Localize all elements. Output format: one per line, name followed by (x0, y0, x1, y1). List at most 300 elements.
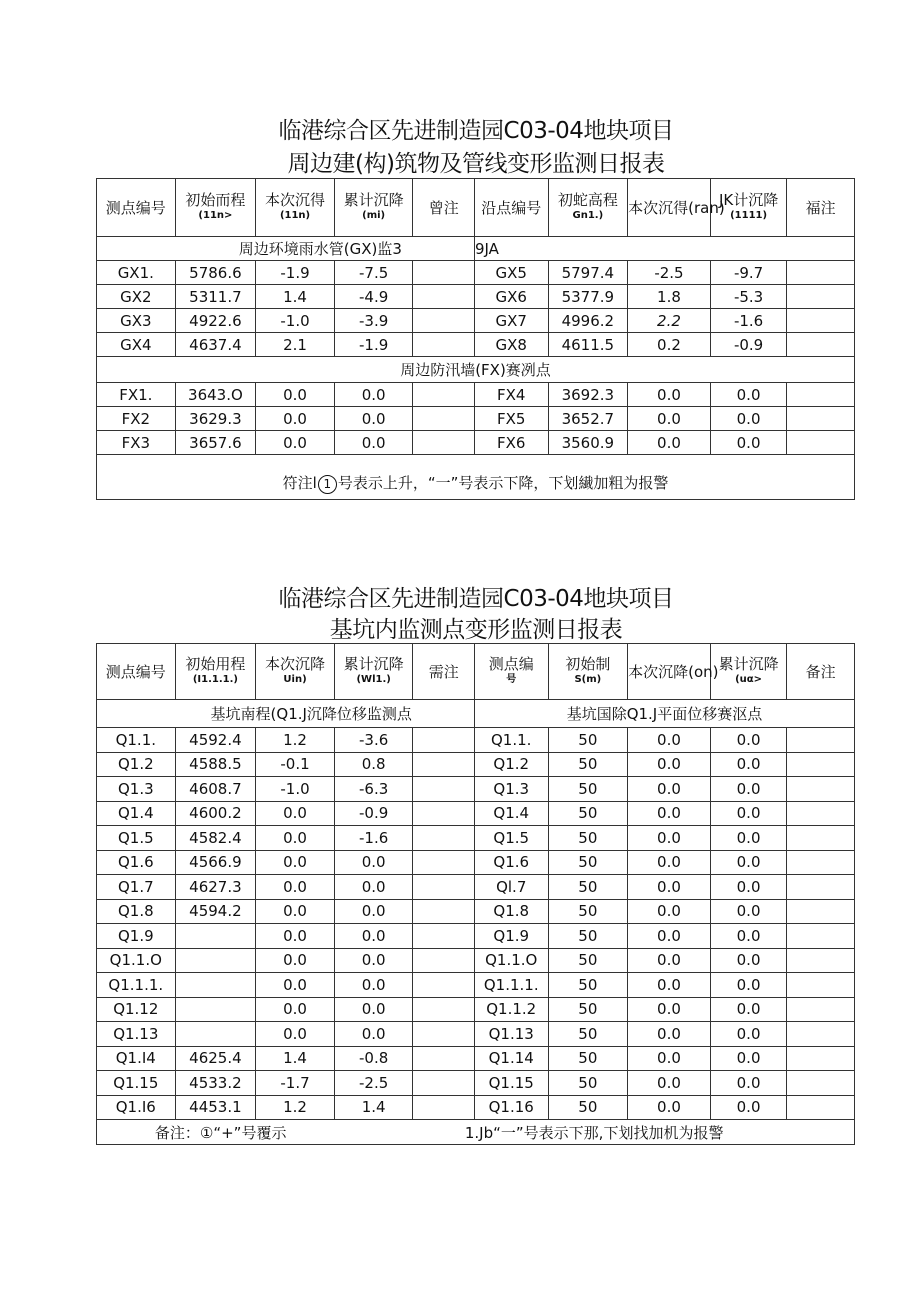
table-cell: 0.0 (710, 777, 787, 802)
column-header (474, 179, 548, 237)
table-cell (787, 777, 855, 802)
table-cell: 0.0 (334, 924, 413, 949)
table-row (97, 973, 855, 998)
table-cell (413, 728, 474, 753)
table-cell: 1.8 (628, 285, 711, 309)
column-header (787, 644, 855, 700)
column-header-label: 累计沉降 (718, 654, 779, 673)
table-cell: 0.0 (256, 850, 335, 875)
table-cell: -1.9 (334, 333, 413, 357)
table-row (97, 1022, 855, 1047)
table-cell: 0.0 (256, 801, 335, 826)
table-cell: -0.9 (334, 801, 413, 826)
table-cell (413, 285, 474, 309)
table-cell (787, 924, 855, 949)
table-cell: 5311.7 (175, 285, 256, 309)
table-row (97, 1071, 855, 1096)
column-header (628, 644, 719, 700)
table-cell: 0.0 (628, 777, 711, 802)
table-cell: 4566.9 (175, 850, 256, 875)
table-cell: 50 (548, 850, 628, 875)
table-cell: 0.0 (334, 899, 413, 924)
column-header-label: JK计沉降 (718, 190, 779, 209)
table-cell: 0.0 (256, 899, 335, 924)
table-cell: 0.0 (334, 948, 413, 973)
column-header-unit: Uin) (283, 673, 307, 685)
table-cell: FX6 (474, 431, 548, 455)
table-cell: Q1.5 (97, 826, 176, 851)
table-cell: 0.0 (256, 826, 335, 851)
table-cell: Q1.I4 (97, 1046, 176, 1071)
table-cell (413, 1022, 474, 1047)
table-cell (787, 948, 855, 973)
column-header (710, 179, 787, 237)
table-cell (413, 1071, 474, 1096)
table-cell: -1.9 (256, 261, 335, 285)
table-cell: Q1.4 (97, 801, 176, 826)
table-cell: -1.7 (256, 1071, 335, 1096)
section-row (97, 237, 855, 261)
table-row (97, 407, 855, 431)
table-cell: 50 (548, 801, 628, 826)
table-cell: 0.0 (628, 850, 711, 875)
section-row (97, 700, 855, 728)
table-row (97, 285, 855, 309)
table-cell: Q1.5 (474, 826, 548, 851)
column-header-label: 沿点编号 (481, 198, 542, 217)
column-header-label: 初始制 (565, 654, 611, 673)
table-cell (787, 728, 855, 753)
table-cell (787, 801, 855, 826)
table-cell: 0.0 (256, 407, 335, 431)
column-header-unit: (uα> (735, 673, 763, 685)
table-cell: 3643.O (175, 383, 256, 407)
table-cell: 4592.4 (175, 728, 256, 753)
table-cell: -6.3 (334, 777, 413, 802)
table-cell: 3652.7 (548, 407, 628, 431)
column-header-label: 本次沉降 (265, 654, 326, 673)
table-cell (413, 407, 474, 431)
table-cell: 0.0 (256, 973, 335, 998)
table-cell: 3657.6 (175, 431, 256, 455)
column-header (628, 179, 725, 237)
column-header-unit: (1111) (730, 209, 768, 221)
section-row (97, 357, 855, 383)
column-header-unit: (11n> (198, 209, 233, 221)
table-cell: Q1.1. (97, 728, 176, 753)
table-cell: FX3 (97, 431, 176, 455)
table-cell: 0.0 (256, 383, 335, 407)
table-cell: 50 (548, 777, 628, 802)
table-cell: 4611.5 (548, 333, 628, 357)
note-right-text: “一”号表示下那,下划找加机为报警 (493, 1123, 724, 1142)
column-header-label: 本次沉得(ran) (628, 198, 725, 217)
table-cell: 1.4 (256, 1046, 335, 1071)
column-header (175, 179, 256, 237)
table-cell: FX5 (474, 407, 548, 431)
table-cell: 0.0 (628, 1046, 711, 1071)
table-cell: -3.9 (334, 309, 413, 333)
column-header-label: 本次沉降(on) (628, 662, 719, 681)
table-cell: 0.0 (334, 997, 413, 1022)
table-cell: 0.0 (334, 407, 413, 431)
table-cell (413, 752, 474, 777)
table-cell (413, 997, 474, 1022)
table-cell: 0.0 (628, 431, 711, 455)
table-cell (787, 826, 855, 851)
table-cell: -1.0 (256, 777, 335, 802)
table-cell: 0.0 (710, 752, 787, 777)
table-cell: Q1.6 (97, 850, 176, 875)
column-header-label: 测点编 (488, 654, 534, 673)
column-header-unit: (I1.1.1.) (192, 673, 238, 685)
report2-title-line2: 基坑内监测点变形监测日报表 (329, 617, 623, 643)
table-cell: 3692.3 (548, 383, 628, 407)
table-cell (175, 1022, 256, 1047)
report2-title-line1: 临港综合区先进制造园C03-04地块项目 (278, 586, 674, 612)
table-cell: 4608.7 (175, 777, 256, 802)
table-cell: Q1.1.1. (474, 973, 548, 998)
table-cell: 5377.9 (548, 285, 628, 309)
table-cell: 4922.6 (175, 309, 256, 333)
table-cell: 0.0 (628, 1022, 711, 1047)
table-cell: 5797.4 (548, 261, 628, 285)
table-cell: Q1.7 (97, 875, 176, 900)
note-right (334, 1120, 854, 1145)
table-cell (413, 899, 474, 924)
table-cell (413, 875, 474, 900)
column-header (97, 644, 176, 700)
table-cell: -2.5 (334, 1071, 413, 1096)
column-header (548, 179, 628, 237)
table-cell: Q1.2 (474, 752, 548, 777)
table-cell: Q1.13 (97, 1022, 176, 1047)
column-header (334, 179, 413, 237)
table-cell: 0.0 (256, 875, 335, 900)
circled-number: 1 (318, 475, 337, 494)
table-cell: Q1.1. (474, 728, 548, 753)
table-cell: 50 (548, 1046, 628, 1071)
table-cell: Q1.4 (474, 801, 548, 826)
table-row (97, 309, 855, 333)
table-cell: GX6 (474, 285, 548, 309)
column-header (334, 644, 413, 700)
table-row (97, 261, 855, 285)
column-header (710, 644, 787, 700)
report2-table (96, 643, 855, 1145)
table-cell (787, 752, 855, 777)
table-cell: 0.0 (628, 973, 711, 998)
column-header-label: 累计沉降 (343, 654, 404, 673)
table-cell (787, 1046, 855, 1071)
column-header-label: 福注 (805, 198, 836, 217)
table-cell: 0.0 (334, 383, 413, 407)
table-cell: -0.1 (256, 752, 335, 777)
column-header-label: 本次沉得 (265, 190, 326, 209)
table-cell: 50 (548, 728, 628, 753)
column-header-unit: (11n) (279, 209, 311, 221)
table-cell: 0.0 (628, 383, 711, 407)
table-cell: 50 (548, 1071, 628, 1096)
table-cell (175, 973, 256, 998)
table-cell (413, 309, 474, 333)
table-cell (787, 333, 855, 357)
table-cell: Q1.9 (97, 924, 176, 949)
table-cell (787, 431, 855, 455)
table-cell: 0.0 (628, 826, 711, 851)
table-cell: Q1.13 (474, 1022, 548, 1047)
table-cell (787, 875, 855, 900)
table-cell: 0.0 (710, 728, 787, 753)
table-cell (175, 997, 256, 1022)
column-header-label: 测点编号 (105, 198, 166, 217)
table-cell: Q1.1.O (97, 948, 176, 973)
table-cell: Q1.I6 (97, 1095, 176, 1120)
table-cell (787, 407, 855, 431)
table-cell: Q1.6 (474, 850, 548, 875)
table-cell: 0.0 (334, 431, 413, 455)
table-cell: 4594.2 (175, 899, 256, 924)
table-row (97, 383, 855, 407)
table-row (97, 801, 855, 826)
table-cell: 0.0 (256, 924, 335, 949)
table-cell: 50 (548, 1095, 628, 1120)
table-cell: 0.0 (710, 1095, 787, 1120)
table-cell: 50 (548, 875, 628, 900)
table-cell: 50 (548, 752, 628, 777)
table-cell: Q1.1.1. (97, 973, 176, 998)
table-cell: -1.6 (334, 826, 413, 851)
table-cell: 4600.2 (175, 801, 256, 826)
table-cell (413, 431, 474, 455)
table-cell: 0.0 (628, 948, 711, 973)
table-row (97, 826, 855, 851)
table-cell: Q1.9 (474, 924, 548, 949)
table-cell: 50 (548, 997, 628, 1022)
table-cell: 0.0 (710, 875, 787, 900)
table-cell: Q1.3 (474, 777, 548, 802)
table-cell: 2.1 (256, 333, 335, 357)
note-right-lead: 1.Jb (464, 1123, 494, 1142)
table-cell: 1.2 (256, 728, 335, 753)
table-cell: 0.0 (710, 801, 787, 826)
table-cell: 0.0 (628, 752, 711, 777)
table-cell: 0.0 (710, 948, 787, 973)
table-cell: 0.0 (334, 1022, 413, 1047)
column-header (175, 644, 256, 700)
table-cell (787, 309, 855, 333)
table-cell: 5786.6 (175, 261, 256, 285)
table-cell: 1.2 (256, 1095, 335, 1120)
header-row (97, 179, 855, 237)
table-cell: Q1.3 (97, 777, 176, 802)
column-header-unit: Gn1.) (572, 209, 604, 221)
column-header (548, 644, 628, 700)
section-label: 基坑南程(Q1.J沉降位移监测点 (97, 700, 475, 728)
table-cell (413, 383, 474, 407)
table-cell (787, 261, 855, 285)
column-header (413, 179, 474, 237)
table-cell: 4637.4 (175, 333, 256, 357)
table-cell: 4582.4 (175, 826, 256, 851)
table-cell: -0.8 (334, 1046, 413, 1071)
table-cell (413, 777, 474, 802)
table-cell: FX2 (97, 407, 176, 431)
table-cell: -0.9 (710, 333, 787, 357)
table-cell: GX7 (474, 309, 548, 333)
table-cell: 0.0 (628, 1095, 711, 1120)
table-row (97, 752, 855, 777)
table-cell: 0.0 (256, 997, 335, 1022)
table-cell: -7.5 (334, 261, 413, 285)
table-cell: 1.4 (334, 1095, 413, 1120)
table-cell: -9.7 (710, 261, 787, 285)
table-cell: Q1.1.2 (474, 997, 548, 1022)
table-cell: 0.0 (710, 850, 787, 875)
table-cell: 0.0 (710, 1046, 787, 1071)
table-cell: 50 (548, 924, 628, 949)
column-header (787, 179, 855, 237)
table-cell: 2.2 (628, 309, 711, 333)
table-row (97, 924, 855, 949)
table-cell: -2.5 (628, 261, 711, 285)
table-cell: 4588.5 (175, 752, 256, 777)
table-cell: 0.0 (256, 1022, 335, 1047)
table-cell (787, 997, 855, 1022)
table-cell: 4533.2 (175, 1071, 256, 1096)
column-header-label: 曾注 (428, 198, 459, 217)
table-cell: Q1.14 (474, 1046, 548, 1071)
table-cell (787, 973, 855, 998)
table-cell (413, 826, 474, 851)
table-cell: 0.2 (628, 333, 711, 357)
table-cell (787, 1022, 855, 1047)
report1-title-line2: 周边建(构)筑物及管线变形监测日报表 (287, 151, 665, 177)
table-cell (413, 973, 474, 998)
table-cell: 0.0 (710, 1071, 787, 1096)
table-cell (413, 333, 474, 357)
column-header-label: 初蛇高程 (557, 190, 618, 209)
table-cell: 0.0 (628, 899, 711, 924)
column-header-unit: S(m) (574, 673, 602, 685)
table-cell: GX3 (97, 309, 176, 333)
table-row (97, 333, 855, 357)
table-cell: Q1.2 (97, 752, 176, 777)
table-cell: FX4 (474, 383, 548, 407)
column-header-unit: (mi) (362, 209, 386, 221)
table-cell: -5.3 (710, 285, 787, 309)
table-cell: GX1. (97, 261, 176, 285)
table-cell: 0.0 (628, 801, 711, 826)
table-row (97, 948, 855, 973)
column-header (413, 644, 474, 700)
table-cell (175, 948, 256, 973)
table-cell: 0.0 (256, 431, 335, 455)
table-cell: -3.6 (334, 728, 413, 753)
section-label: 基坑国除Q1.J平面位移赛沤点 (474, 700, 854, 728)
table-cell: 0.0 (710, 431, 787, 455)
note-text: 号表示上升，“一”号表示下降，下划繊加粗为报警 (337, 474, 669, 492)
column-header (97, 179, 176, 237)
table-cell: 1.4 (256, 285, 335, 309)
table-cell (413, 1095, 474, 1120)
column-header-label: 需注 (428, 662, 459, 681)
section-label: 9JA (474, 237, 854, 261)
note-left: 备注：①“+”号覆示 (97, 1120, 335, 1145)
note-row (97, 455, 855, 500)
table-cell: 0.0 (710, 383, 787, 407)
column-header-label: 初始用程 (185, 654, 246, 673)
table-cell: 3629.3 (175, 407, 256, 431)
table-cell: 50 (548, 899, 628, 924)
table-cell (787, 1095, 855, 1120)
table-cell: -4.9 (334, 285, 413, 309)
table-cell: 0.0 (628, 875, 711, 900)
table-row (97, 431, 855, 455)
table-cell (787, 1071, 855, 1096)
table-cell: 0.0 (334, 850, 413, 875)
table-cell: GX8 (474, 333, 548, 357)
table-row (97, 899, 855, 924)
table-cell: 0.0 (710, 924, 787, 949)
table-cell: 50 (548, 826, 628, 851)
table-cell: Q1.12 (97, 997, 176, 1022)
table-row (97, 875, 855, 900)
table-cell: 0.0 (628, 1071, 711, 1096)
table-cell: Q1.1.O (474, 948, 548, 973)
table-cell: -1.6 (710, 309, 787, 333)
table-cell: 0.0 (710, 826, 787, 851)
table-cell: GX2 (97, 285, 176, 309)
column-header-label: 测点编号 (105, 662, 166, 681)
table-row (97, 850, 855, 875)
table-cell: Q1.8 (97, 899, 176, 924)
table-cell: 0.0 (628, 924, 711, 949)
column-header (256, 179, 335, 237)
table-cell: 0.0 (710, 997, 787, 1022)
table-cell: Q1.8 (474, 899, 548, 924)
table-cell: 0.0 (710, 899, 787, 924)
table-cell: 0.0 (628, 407, 711, 431)
section-label: 周边防汛墙(FX)赛冽点 (97, 357, 855, 383)
table-cell (413, 924, 474, 949)
table-row (97, 1046, 855, 1071)
table-cell (413, 948, 474, 973)
table-cell: 0.0 (256, 948, 335, 973)
table-cell: 0.0 (334, 875, 413, 900)
table-cell (787, 383, 855, 407)
table-cell: GX5 (474, 261, 548, 285)
table-cell (413, 261, 474, 285)
column-header-label: 初始而程 (185, 190, 246, 209)
table-cell (787, 850, 855, 875)
table-cell: Ql.7 (474, 875, 548, 900)
table-cell (175, 924, 256, 949)
table-row (97, 777, 855, 802)
table-cell: 0.0 (628, 997, 711, 1022)
note-prefix: 符注l (282, 474, 317, 492)
table-row (97, 728, 855, 753)
table-cell: 0.0 (710, 973, 787, 998)
table-cell: 0.0 (710, 1022, 787, 1047)
column-header-label: 累计沉降 (343, 190, 404, 209)
column-header-unit: 号 (506, 673, 517, 685)
column-header (256, 644, 335, 700)
table-cell: 0.0 (628, 728, 711, 753)
header-row (97, 644, 855, 700)
table-cell (787, 899, 855, 924)
table-row (97, 997, 855, 1022)
